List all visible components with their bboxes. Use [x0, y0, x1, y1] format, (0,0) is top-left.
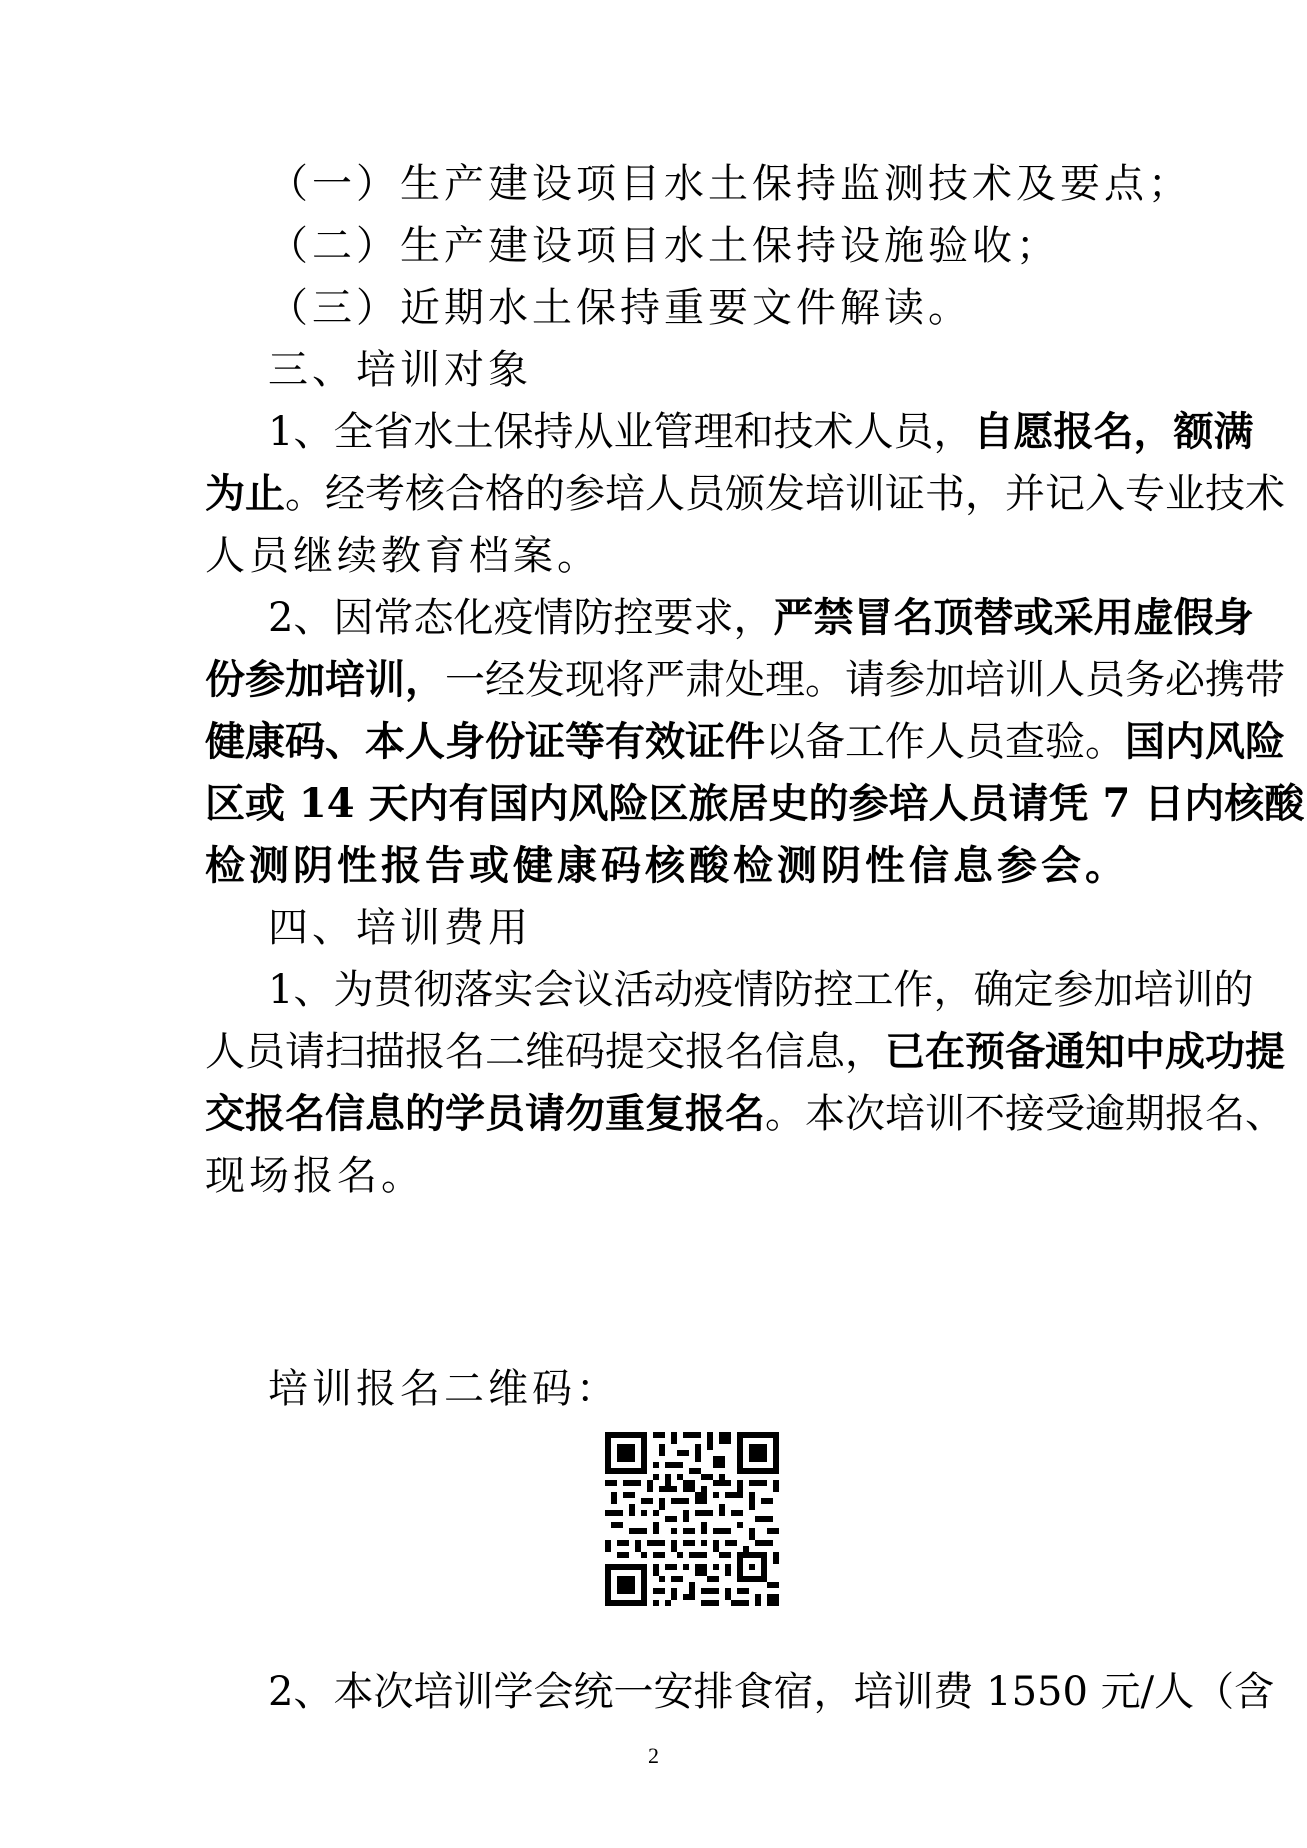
paragraph-2-line-5: 检测阴性报告或健康码核酸检测阴性信息参会。: [205, 842, 1129, 889]
section-heading-4: 四、培训费用: [268, 905, 532, 951]
paragraph-4-line-1: 2、本次培训学会统一安排食宿，培训费 1550 元/人（含: [268, 1669, 1275, 1715]
paragraph-3-line-1: 1、为贯彻落实会议活动疫情防控工作，确定参加培训的: [268, 967, 1254, 1013]
paragraph-1-line-2: 为止。经考核合格的参培人员颁发培训证书，并记入专业技术: [205, 470, 1285, 517]
paragraph-1-line-3: 人员继续教育档案。: [205, 533, 601, 579]
content-item-1: （一）生产建设项目水土保持监测技术及要点；: [268, 161, 1192, 207]
paragraph-1-line-1: 1、全省水土保持从业管理和技术人员，自愿报名，额满: [268, 408, 1254, 455]
paragraph-2-line-3: 健康码、本人身份证等有效证件以备工作人员查验。国内风险: [205, 718, 1285, 765]
paragraph-2-line-1: 2、因常态化疫情防控要求，严禁冒名顶替或采用虚假身: [268, 594, 1254, 641]
qr-code-label: 培训报名二维码：: [268, 1366, 620, 1412]
section-heading-3: 三、培训对象: [268, 347, 532, 393]
paragraph-3-line-2: 人员请扫描报名二维码提交报名信息，已在预备通知中成功提: [205, 1028, 1285, 1075]
page-number: 2: [648, 1743, 659, 1768]
registration-qr-code[interactable]: [605, 1432, 779, 1606]
paragraph-3-line-3: 交报名信息的学员请勿重复报名。本次培训不接受逾期报名、: [205, 1090, 1285, 1137]
paragraph-2-line-2: 份参加培训，一经发现将严肃处理。请参加培训人员务必携带: [205, 656, 1285, 703]
content-item-3: （三）近期水土保持重要文件解读。: [268, 285, 972, 331]
paragraph-2-line-4: 区或 14 天内有国内风险区旅居史的参培人员请凭 7 日内核酸: [205, 780, 1305, 827]
paragraph-3-line-4: 现场报名。: [205, 1153, 425, 1199]
content-item-2: （二）生产建设项目水土保持设施验收；: [268, 223, 1060, 269]
